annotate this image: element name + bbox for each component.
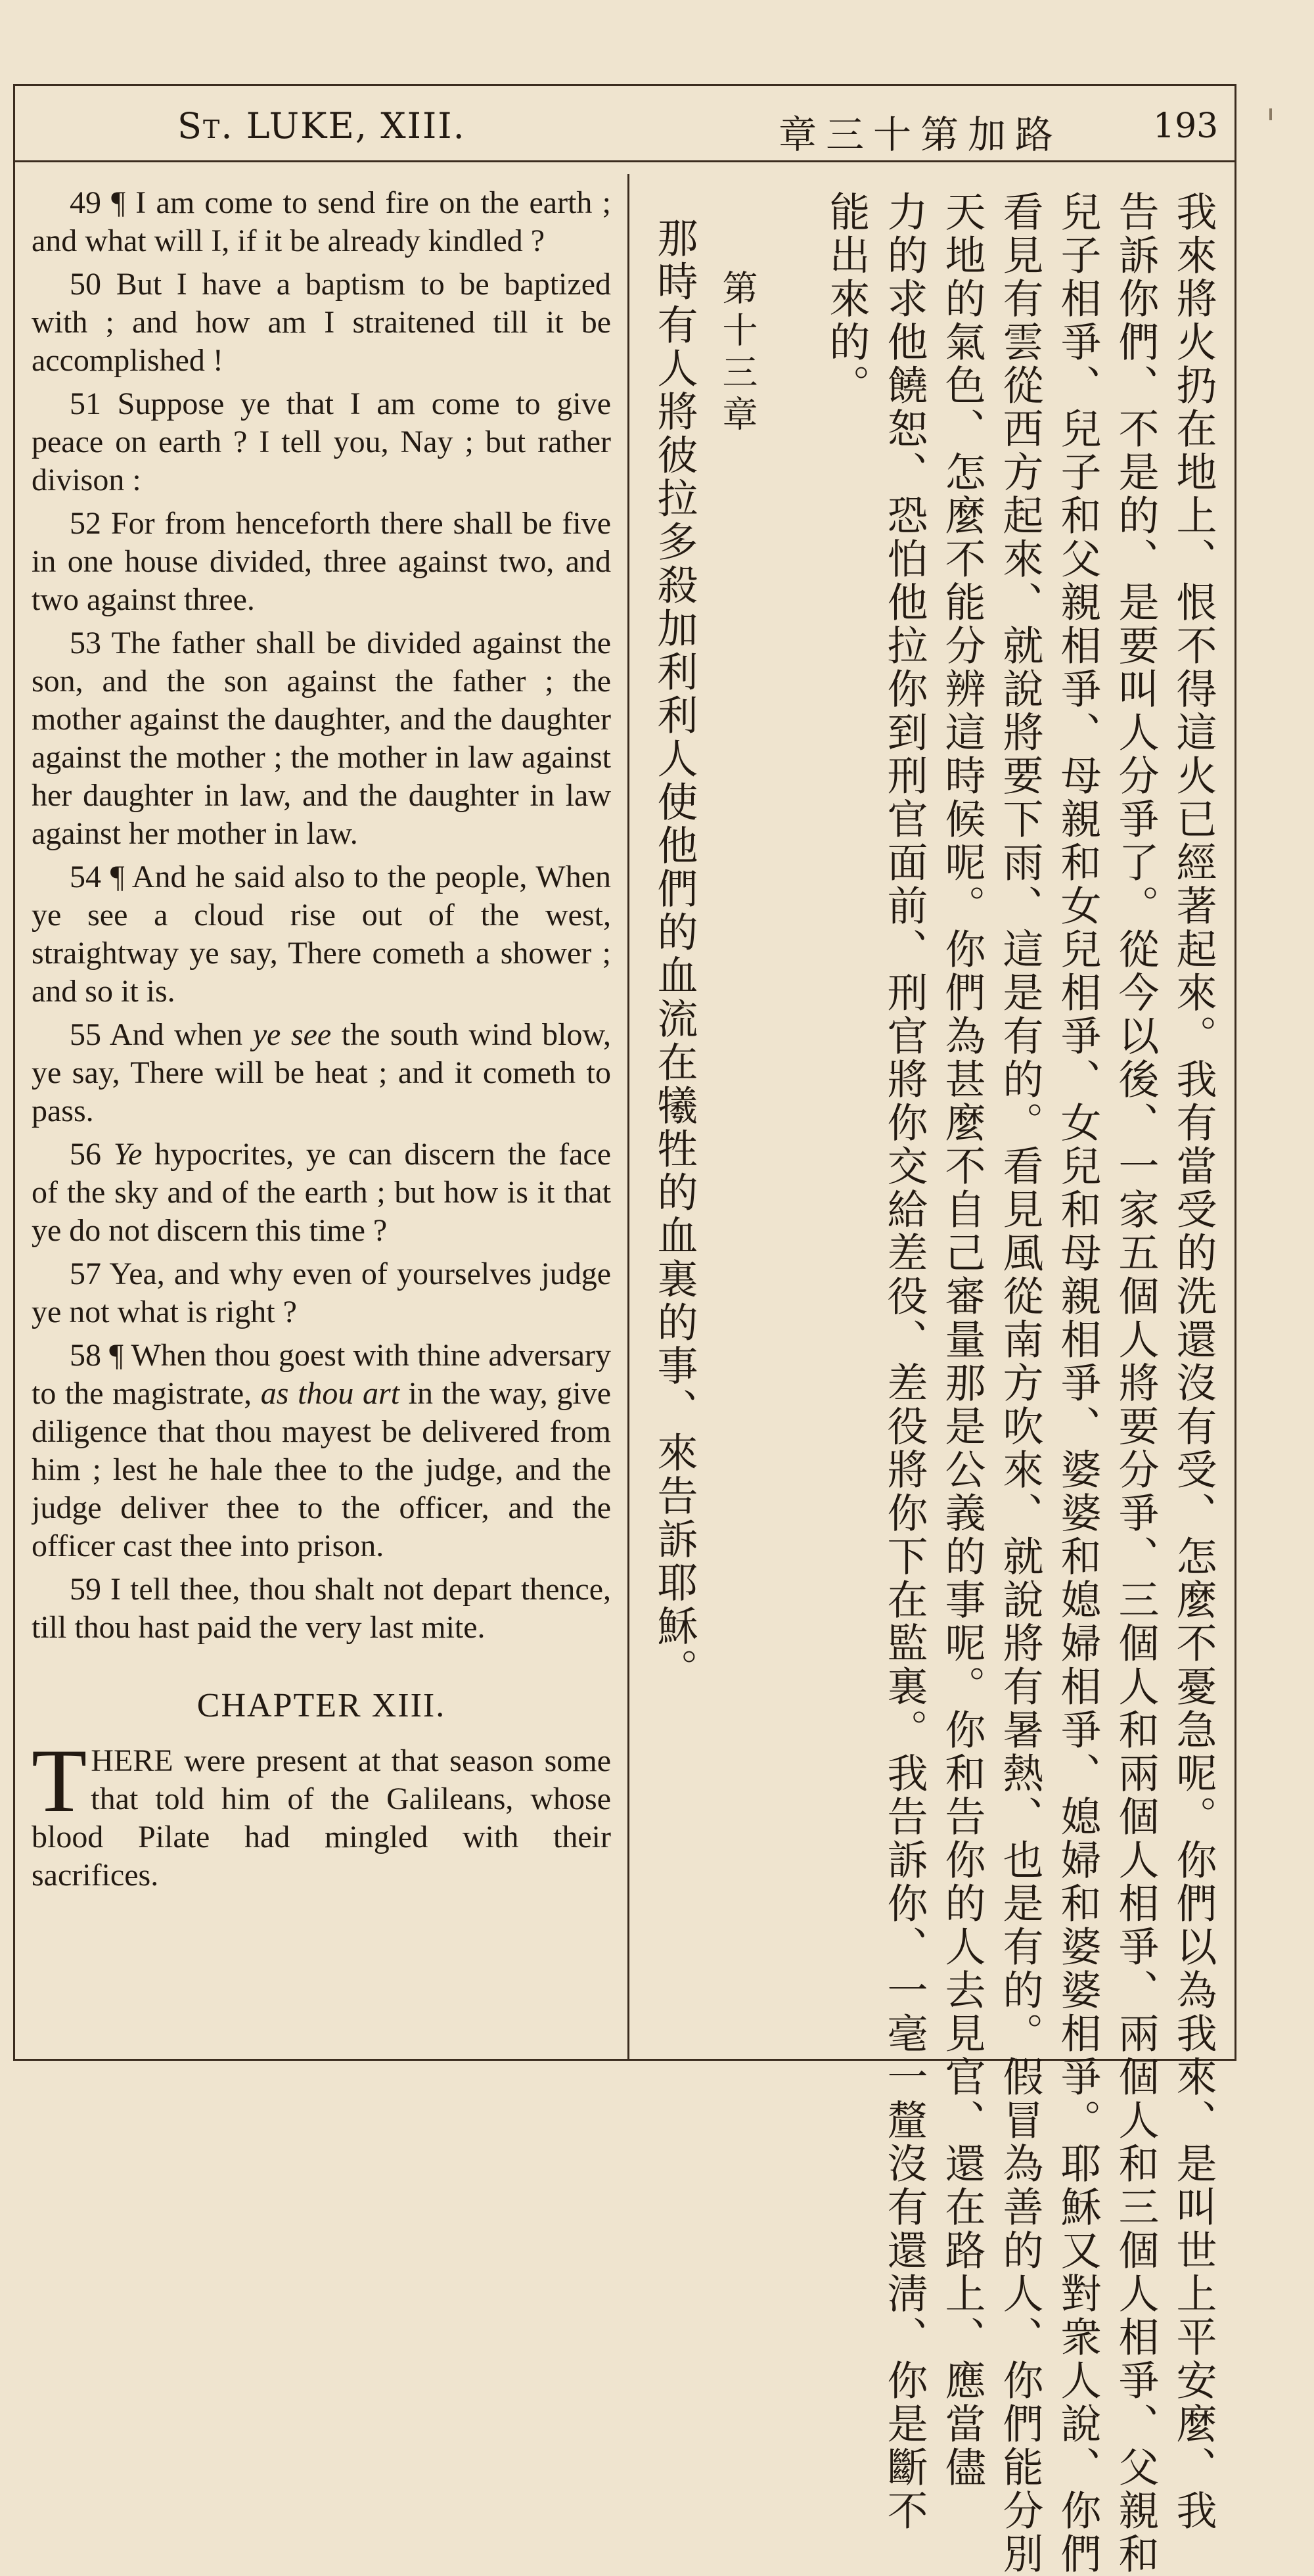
chinese-line: 能出來的。 (823, 191, 871, 407)
chinese-line: 我來將火扔在地上、恨不得這火已經著起來。我有當受的洗還沒有受、怎麼不憂急呢。你們以為我來、是叫世上平安麼、我 (1169, 191, 1217, 2533)
chinese-chapter-title: 第十三章 (717, 269, 758, 438)
verse-56-text-b: hypocrites, ye can discern the face of the sky and of the earth ; but how is it that ye do not discern this time ? (32, 1137, 611, 1248)
chinese-line: 兒子相爭、兒子和父親相爭、母親和女兒相爭、女兒和母親相爭、婆婆和媳婦相爭、媳婦和婆婆相爭。耶穌又對衆人說、你們 (1054, 191, 1102, 2576)
chinese-line: 告訴你們、不是的、是要叫人分爭了。從今以後、一家五個人將要分爭、三個人和兩個人相爭、兩個人和三個人相爭、父親和 (1112, 191, 1160, 2576)
verse-53: 53 The father shall be divided against the son, and the son against the father ; the mother against the daughter, and the daughter against the mother ; the mother in law against her daughter in law, and the daughter in law against her mother in law. (32, 626, 611, 851)
chinese-line: 天地的氣色、怎麼不能分辨這時候呢。你們為甚麼不自己審量那是公義的事呢。你和告你的人去見官、還在路上、應當儘 (938, 191, 986, 2489)
verse-55 (32, 1016, 611, 1130)
column-divider (627, 174, 629, 2060)
verse-52: 52 For from henceforth there shall be five in one house divided, three against two, and two against three. (32, 506, 611, 617)
drop-cap: T (32, 1730, 87, 1831)
running-head-st: St. (177, 105, 234, 147)
opening-text: HERE were present at that season some that told him of the Galileans, whose blood Pilate had mingled with their sacrifices. (32, 1743, 611, 1893)
header-rule (13, 160, 1236, 162)
verse-58-italic: as thou art (260, 1376, 400, 1411)
verse-58 (32, 1337, 611, 1565)
chinese-line: 看見有雲從西方起來、就說將要下雨、這是有的。看見風從南方吹來、就說將有暑熱、也是有的。假冒為善的人、你們能分別 (996, 191, 1044, 2576)
chinese-column (647, 191, 1225, 2576)
verse-55-italic: ye see (252, 1017, 332, 1052)
chapter-heading: CHAPTER XIII. (196, 1687, 446, 1724)
chinese-chapter-line: 那時有人將彼拉多殺加利利人使他們的血流在犧牲的血裏的事、來告訴耶穌。 (650, 217, 698, 1691)
margin-mark (1269, 108, 1272, 120)
verse-58-text-b: in the way, give diligence that thou mayest be delivered from him ; lest he hale thee to the judge, and the judge deliver thee to the officer, and the officer cast thee into prison. (32, 1376, 611, 1563)
english-column (32, 184, 611, 2050)
chinese-line: 力的求他饒恕、恐怕他拉你到刑官面前、刑官將你交給差役、差役將你下在監裏。我告訴你、一毫一釐沒有還淸、你是斷不 (880, 191, 928, 2533)
running-head-book: LUKE, XIII. (246, 105, 466, 147)
running-head-english (177, 105, 466, 147)
verse-56-text-a: 56 (70, 1137, 114, 1172)
verse-50: 50 But I have a baptism to be baptized with ; and how am I straitened till it be accomplished ! (32, 267, 611, 378)
chapter-opening-verse (32, 1730, 611, 1895)
verse-51: 51 Suppose ye that I am come to give peace on earth ? I tell you, Nay ; but rather divison : (32, 386, 611, 497)
page-number: 193 (1153, 106, 1219, 146)
verse-49: 49 ¶ I am come to send fire on the earth ; and what will I, if it be already kindled ? (32, 185, 611, 258)
verse-59: 59 I tell thee, thou shalt not depart thence, till thou hast paid the very last mite. (32, 1572, 611, 1645)
verse-55-text-b: the south wind blow, ye say, There will be heat ; and it cometh to pass. (32, 1017, 611, 1128)
verse-54: 54 ¶ And he said also to the people, When ye see a cloud rise out of the west, straightway ye say, There cometh a shower ; and so it is. (32, 860, 611, 1009)
verse-56-italic: Ye (113, 1137, 143, 1172)
verse-57: 57 Yea, and why even of yourselves judge ye not what is right ? (32, 1256, 611, 1329)
verse-56 (32, 1136, 611, 1250)
verse-55-text-a: 55 And when (70, 1017, 253, 1052)
verse-58-text-a: 58 ¶ When thou goest with thine adversary to the magistrate, (32, 1338, 611, 1411)
running-head-chinese: 章三十第加路 (779, 112, 1063, 157)
